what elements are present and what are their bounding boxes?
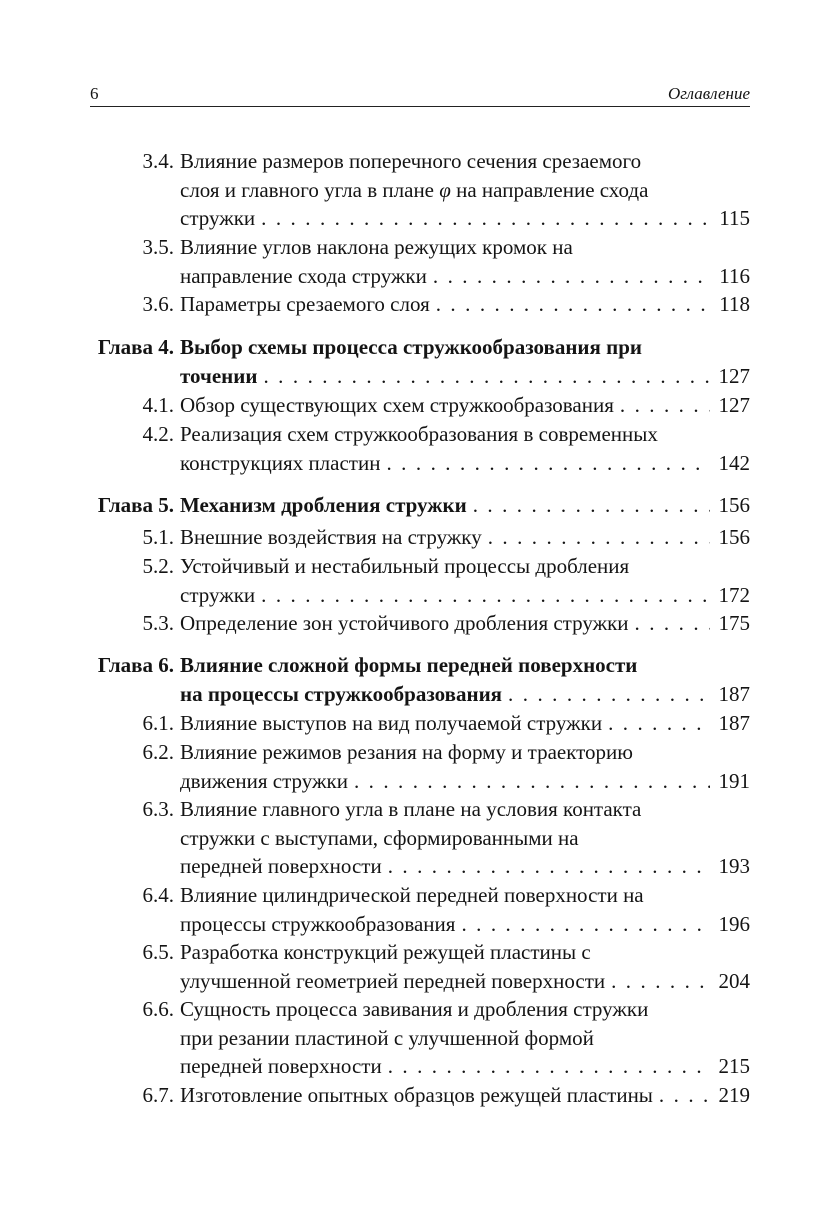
toc-entry-title-last: Изготовление опытных образцов режущей пластины: [180, 1083, 653, 1107]
toc-entry-leader-line: [180, 391, 750, 420]
toc-entry-number: 6.7.: [142, 1083, 174, 1107]
toc-page-number[interactable]: 156: [718, 525, 750, 549]
dot-leader: [354, 767, 710, 796]
toc-entry-number: Глава 6.: [97, 653, 174, 677]
toc-entry-title-last: процессы стружкообразования: [180, 911, 456, 936]
dot-leader: [508, 680, 710, 709]
toc-entry-number: Глава 4.: [97, 335, 174, 359]
toc-entry-title-line: Влияние сложной формы передней поверхности: [180, 653, 638, 677]
toc-entry-title-last: Влияние выступов на вид получаемой стружки: [180, 711, 603, 735]
toc-entry-title-last: Внешние воздействия на стружку: [180, 525, 482, 549]
toc-entry-body: [180, 290, 750, 319]
toc-entry-title-line: Реализация схем стружкообразования в современных: [180, 422, 658, 446]
toc-entry-title-last: точении: [180, 363, 258, 388]
toc-entry-leader-line: [180, 262, 750, 291]
toc-entry-title-line: Влияние главного угла в плане на условия контакта: [180, 797, 642, 821]
toc-entry-title-line: слоя и главного угла в плане φ на направление схода: [180, 177, 649, 202]
toc-page-number[interactable]: 115: [719, 206, 750, 231]
toc-entry-number: 6.2.: [142, 740, 174, 764]
toc-entry-title-line: Устойчивый и нестабильный процессы дробления: [180, 554, 630, 578]
dot-leader: [386, 449, 710, 478]
toc-entry-leader-line: [180, 449, 750, 478]
toc-entry-body: [180, 938, 750, 995]
toc-entry-title-last: конструкциях пластин: [180, 450, 381, 475]
toc-entry-title-line: Сущность процесса завивания и дробления стружки: [180, 997, 649, 1021]
toc-entry-title-last: передней поверхности: [180, 854, 382, 879]
toc-entry-title-line: при резании пластиной с улучшенной формой: [180, 1025, 594, 1050]
toc-page-number[interactable]: 193: [718, 854, 750, 879]
toc-entry-title-last: стружки: [180, 206, 256, 231]
toc-entry-title-last: улучшенной геометрией передней поверхности: [180, 968, 606, 993]
toc-page-number[interactable]: 196: [718, 911, 750, 936]
toc-entry-leader-line: [180, 709, 750, 738]
toc-entry-body: [180, 651, 750, 708]
toc-entry-body: [180, 609, 750, 638]
toc-entry-body: [180, 420, 750, 477]
toc-entry-title-last: движения стружки: [180, 768, 348, 793]
dot-leader: [461, 910, 710, 939]
dot-leader: [436, 290, 710, 319]
toc-entry-body: [180, 709, 750, 738]
dot-leader: [433, 262, 710, 291]
toc-entry-leader-line: [180, 967, 750, 996]
toc-page-number[interactable]: 156: [718, 493, 750, 517]
toc-entry-body: [180, 523, 750, 552]
toc-entry-number: 6.3.: [142, 797, 174, 821]
page-number: 6: [90, 84, 99, 103]
toc-entry-title-line: Выбор схемы процесса стружкообразования при: [180, 335, 643, 359]
toc-entry-title-line: Влияние цилиндрической передней поверхности на: [180, 883, 644, 907]
toc-page-number[interactable]: 187: [718, 711, 750, 735]
running-head-title: Оглавление: [667, 84, 750, 103]
toc-entry-body: [180, 1081, 750, 1110]
dot-leader: [635, 609, 710, 638]
toc-page-number[interactable]: 175: [718, 611, 750, 635]
dot-leader: [263, 362, 710, 391]
dot-leader: [261, 581, 710, 610]
dot-leader: [659, 1081, 710, 1110]
toc-entry-body: [180, 552, 750, 609]
toc-entry-title-last: на процессы стружкообразования: [180, 681, 503, 706]
toc-entry-title-last: Механизм дробления стружки: [180, 493, 467, 517]
toc-page-number[interactable]: 219: [718, 1083, 750, 1107]
toc-entry-title-line: Влияние размеров поперечного сечения срезаемого: [180, 149, 642, 173]
toc-entry-leader-line: [180, 523, 750, 552]
toc-entry-body: [180, 738, 750, 795]
dot-leader: [388, 852, 710, 881]
toc-entry-number: 4.2.: [142, 422, 174, 446]
toc-entry-title-line: Влияние режимов резания на форму и траекторию: [180, 740, 633, 764]
toc-entry-leader-line: [180, 1052, 750, 1081]
toc-entry-number: 4.1.: [142, 393, 174, 417]
toc-entry-leader-line: [180, 204, 750, 233]
dot-leader: [473, 491, 710, 520]
toc-entry-leader-line: [180, 609, 750, 638]
toc-page-number[interactable]: 127: [718, 393, 750, 417]
toc-entry-number: 3.5.: [142, 235, 174, 259]
toc-entry-number: 3.6.: [142, 292, 174, 316]
toc-entry-body: [180, 333, 750, 390]
toc-entry-leader-line: [180, 767, 750, 796]
toc-entry-title-line: Разработка конструкций режущей пластины с: [180, 940, 591, 964]
header-rule: [90, 106, 750, 107]
toc-page-number[interactable]: 187: [718, 681, 750, 706]
toc-entry-title-last: направление схода стружки: [180, 263, 427, 288]
dot-leader: [488, 523, 710, 552]
toc-page-number[interactable]: 118: [719, 292, 750, 316]
toc-entry-number: Глава 5.: [97, 493, 174, 517]
toc-entry-title-last: Параметры срезаемого слоя: [180, 292, 430, 316]
toc-entry-leader-line: [180, 852, 750, 881]
toc-entry-number: 5.3.: [142, 611, 174, 635]
toc-entry-number: 6.6.: [142, 997, 174, 1021]
toc-entry-title-last: Обзор существующих схем стружкообразования: [180, 393, 614, 417]
toc-entry-title-last: передней поверхности: [180, 1054, 382, 1079]
toc-entry-body: [180, 995, 750, 1081]
dot-leader: [261, 204, 710, 233]
toc-page-number[interactable]: 116: [719, 263, 750, 288]
dot-leader: [620, 391, 710, 420]
toc-entry-title-last: стружки: [180, 582, 256, 607]
toc-entry-number: 6.5.: [142, 940, 174, 964]
toc-entry-body: [180, 233, 750, 290]
toc-page-number[interactable]: 142: [718, 450, 750, 475]
toc-entry-number: 6.1.: [142, 711, 174, 735]
toc-entry-title-last: Определение зон устойчивого дробления стружки: [180, 611, 629, 635]
toc-page-number[interactable]: 215: [718, 1054, 750, 1079]
toc-entry-leader-line: [180, 362, 750, 391]
toc-entry-body: [180, 881, 750, 938]
toc-entry-number: 6.4.: [142, 883, 174, 907]
toc-entry-body: [180, 391, 750, 420]
dot-leader: [608, 709, 710, 738]
toc-entry-leader-line: [180, 910, 750, 939]
toc-entry-body: [180, 491, 750, 520]
running-head: [90, 84, 750, 106]
toc-entry-leader-line: [180, 680, 750, 709]
dot-leader: [388, 1052, 710, 1081]
toc-entry-number: 5.1.: [142, 525, 174, 549]
toc-entry-title-line: стружки с выступами, сформированными на: [180, 825, 579, 850]
toc-page-number[interactable]: 191: [718, 768, 750, 793]
toc-entry-number: 5.2.: [142, 554, 174, 578]
toc-entry-body: [180, 795, 750, 881]
toc-page-number[interactable]: 172: [718, 582, 750, 607]
toc-entry-number: 3.4.: [142, 149, 174, 173]
toc-entry-leader-line: [180, 581, 750, 610]
toc-entry-leader-line: [180, 290, 750, 319]
toc-entry-title-line: Влияние углов наклона режущих кромок на: [180, 235, 573, 259]
toc-entry-leader-line: [180, 1081, 750, 1110]
toc-entry-leader-line: [180, 491, 750, 520]
toc-page-number[interactable]: 127: [718, 363, 750, 388]
toc-page-number[interactable]: 204: [718, 968, 750, 993]
dot-leader: [611, 967, 710, 996]
toc-entry-body: [180, 147, 750, 233]
